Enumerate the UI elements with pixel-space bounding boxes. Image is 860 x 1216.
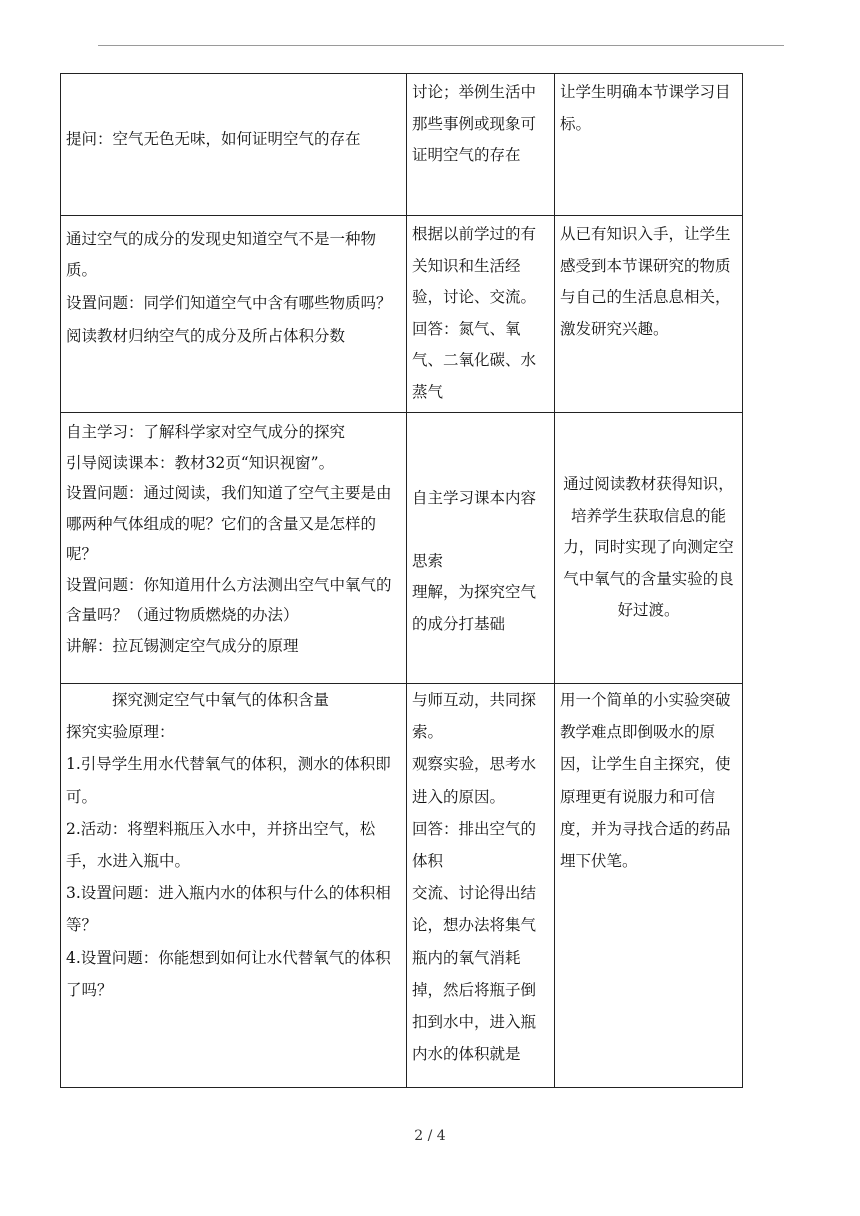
teacher-activity-cell — [61, 216, 407, 413]
student-activity-text: 讨论；举例生活中那些事例或现象可证明空气的存在 — [412, 83, 537, 164]
student-activity-cell — [407, 216, 555, 413]
teacher-activity-text: 3.设置问题：进入瓶内水的体积与什么的体积相等？ — [66, 884, 391, 935]
student-activity-cell — [407, 413, 555, 684]
student-activity-text: 思索 — [412, 551, 444, 570]
student-activity-cell — [407, 684, 555, 1088]
teacher-activity-text: 提问：空气无色无味，如何证明空气的存在 — [66, 130, 361, 148]
teacher-activity-text: 1.引导学生用水代替氧气的体积，测水的体积即可。 — [66, 755, 391, 806]
student-activity-text: 根据以前学过的有关知识和生活经验，讨论、交流。回答：氮气、氧气、二氧化碳、水蒸气 — [412, 225, 537, 401]
design-intent-text: 通过阅读教材获得知识，培养学生获取信息的能力，同时实现了向测定空气中氧气的含量实验的良好过渡。 — [563, 475, 734, 620]
teacher-activity-text: 设置问题：你知道用什么方法测出空气中氧气的含量吗？（通过物质燃烧的办法） — [66, 575, 392, 624]
header-rule — [98, 45, 784, 46]
teacher-activity-text: 讲解：拉瓦锡测定空气成分的原理 — [66, 636, 299, 655]
teacher-activity-text: 4.设置问题：你能想到如何让水代替氧气的体积了吗？ — [66, 948, 391, 999]
teacher-activity-cell — [61, 684, 407, 1088]
design-intent-text: 用一个简单的小实验突破教学难点即倒吸水的原因，让学生自主探究，使原理更有说服力和可信度，并为寻找合适的药品埋下伏笔。 — [560, 691, 731, 871]
table-row — [61, 216, 743, 413]
teacher-activity-text: 2.活动：将塑料瓶压入水中，并挤出空气，松手，水进入瓶中。 — [66, 819, 376, 871]
student-activity-text: 自主学习课本内容 — [412, 489, 537, 507]
teacher-activity-cell — [61, 413, 407, 684]
teacher-activity-cell — [61, 74, 407, 216]
design-intent-text: 让学生明确本节课学习目标。 — [560, 83, 731, 133]
table-row — [61, 413, 743, 684]
student-activity-text: 理解，为探究空气的成分打基础 — [412, 583, 537, 633]
lesson-plan-table — [60, 73, 743, 1088]
design-intent-cell — [555, 684, 743, 1088]
design-intent-cell — [555, 413, 743, 684]
student-activity-text: 观察实验，思考水进入的原因。 — [412, 755, 537, 806]
teacher-activity-text: 设置问题：通过阅读，我们知道了空气主要是由哪两种气体组成的呢？它们的含量又是怎样的呢？ — [66, 484, 392, 563]
design-intent-text: 从已有知识入手，让学生感受到本节课研究的物质与自己的生活息息相关，激发研究兴趣。 — [560, 225, 731, 338]
teacher-activity-text: 设置问题：同学们知道空气中含有哪些物质吗？ — [66, 294, 392, 312]
student-activity-cell — [407, 74, 555, 216]
teacher-activity-text: 自主学习：了解科学家对空气成分的探究 — [66, 423, 346, 441]
design-intent-cell — [555, 216, 743, 413]
student-activity-text: 与师互动，共同探索。 — [412, 691, 537, 742]
teacher-activity-text: 通过空气的成分的发现史知道空气不是一种物质。 — [66, 230, 377, 279]
section-title: 探究测定空气中氧气的体积含量 — [112, 691, 330, 709]
student-activity-text: 交流、讨论得出结论，想办法将集气瓶内的氧气消耗掉，然后将瓶子倒扣到水中，进入瓶内水的体积就是 — [412, 884, 537, 1064]
table-row — [61, 684, 743, 1088]
page-number: 2 / 4 — [414, 1128, 446, 1144]
teacher-activity-text: 探究实验原理： — [66, 723, 175, 742]
design-intent-cell — [555, 74, 743, 216]
teacher-activity-text: 阅读教材归纳空气的成分及所占体积分数 — [66, 327, 346, 345]
student-activity-text: 回答：排出空气的体积 — [412, 819, 537, 871]
table-row — [61, 74, 743, 216]
teacher-activity-text: 引导阅读课本：教材32页“知识视窗”。 — [66, 453, 335, 472]
